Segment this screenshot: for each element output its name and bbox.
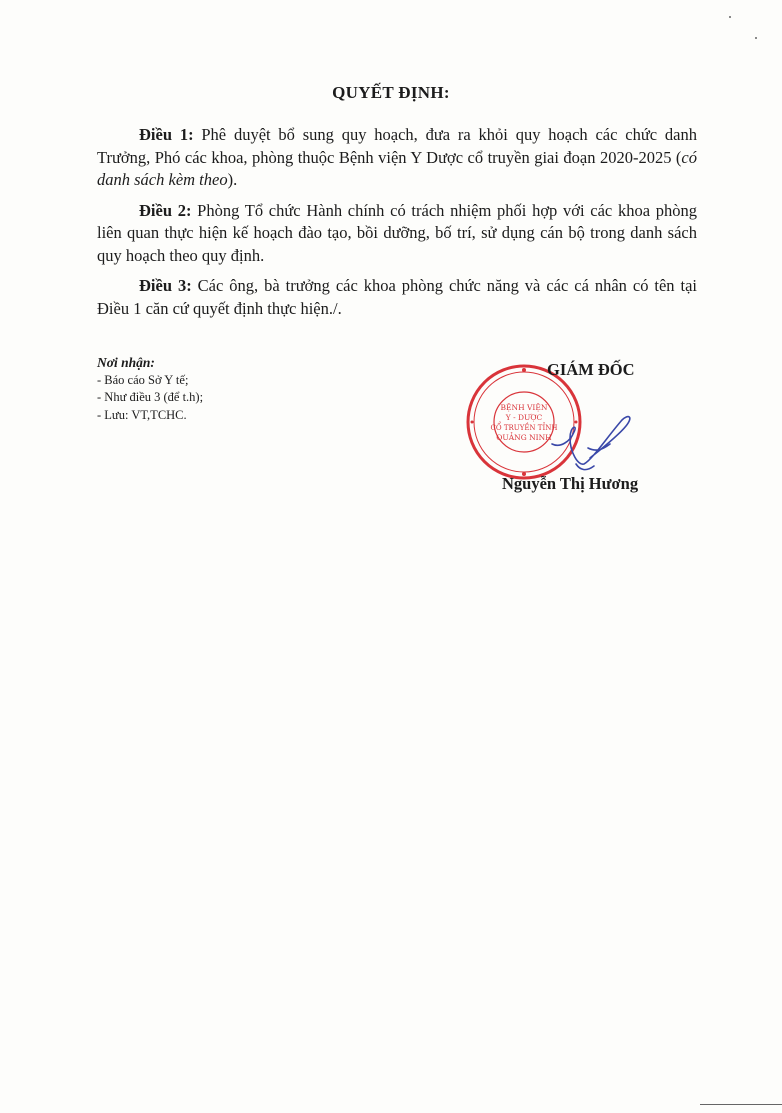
recipient-item: - Như điều 3 (để t.h); — [97, 390, 204, 404]
recipient-item: - Báo cáo Sở Y tế; — [97, 372, 189, 387]
document-body — [97, 124, 697, 328]
article-1-tail: ). — [227, 170, 238, 189]
recipients-heading: Nơi nhận: — [97, 355, 155, 370]
scan-speck — [729, 16, 731, 18]
article-1-italic: có danh sách kèm theo — [97, 147, 697, 189]
document-title: QUYẾT ĐỊNH: — [332, 83, 450, 102]
scan-edge-line — [700, 1104, 782, 1105]
article-1-text: Phê duyệt bổ sung quy hoạch, đưa ra khỏi quy hoạch các chức danh Trưởng, Phó các khoa, phòng thuộc Bệnh viện Y Dược cổ truyền giai đoạn 2020-2025 ( — [97, 125, 697, 167]
article-3-label: Điều 3: — [139, 276, 192, 295]
signature-block — [460, 358, 710, 498]
handwritten-signature-icon — [530, 386, 660, 486]
seal-text: CỔ TRUYỀN TỈNH — [490, 424, 558, 432]
signer-position: GIÁM ĐỐC — [547, 360, 635, 379]
article-2-label: Điều 2: — [139, 200, 192, 220]
article-1 — [97, 124, 697, 192]
scan-speck — [755, 37, 757, 39]
recipients-block — [97, 354, 203, 424]
article-1-label: Điều 1: — [139, 125, 194, 144]
article-2 — [97, 200, 697, 268]
signer-name: Nguyễn Thị Hương — [502, 474, 639, 493]
recipient-item: - Lưu: VT,TCHC. — [97, 407, 187, 422]
article-2-text: Phòng Tổ chức Hành chính có trách nhiệm phối hợp với các khoa phòng liên quan thực hiện kế hoạch đào tạo, bồi dưỡng, bố trí, sử dụng cán bộ trong danh sách quy hoạch theo quy định. — [97, 200, 697, 265]
seal-text: Y - DƯỢC — [505, 413, 543, 422]
seal-text: BỆNH VIỆN — [500, 403, 548, 412]
article-3 — [97, 275, 697, 320]
seal-text: QUẢNG NINH — [496, 433, 552, 442]
article-3-text: Các ông, bà trưởng các khoa phòng chức năng và các cá nhân có tên tại Điều 1 căn cứ quyết định thực hiện./. — [97, 276, 697, 318]
